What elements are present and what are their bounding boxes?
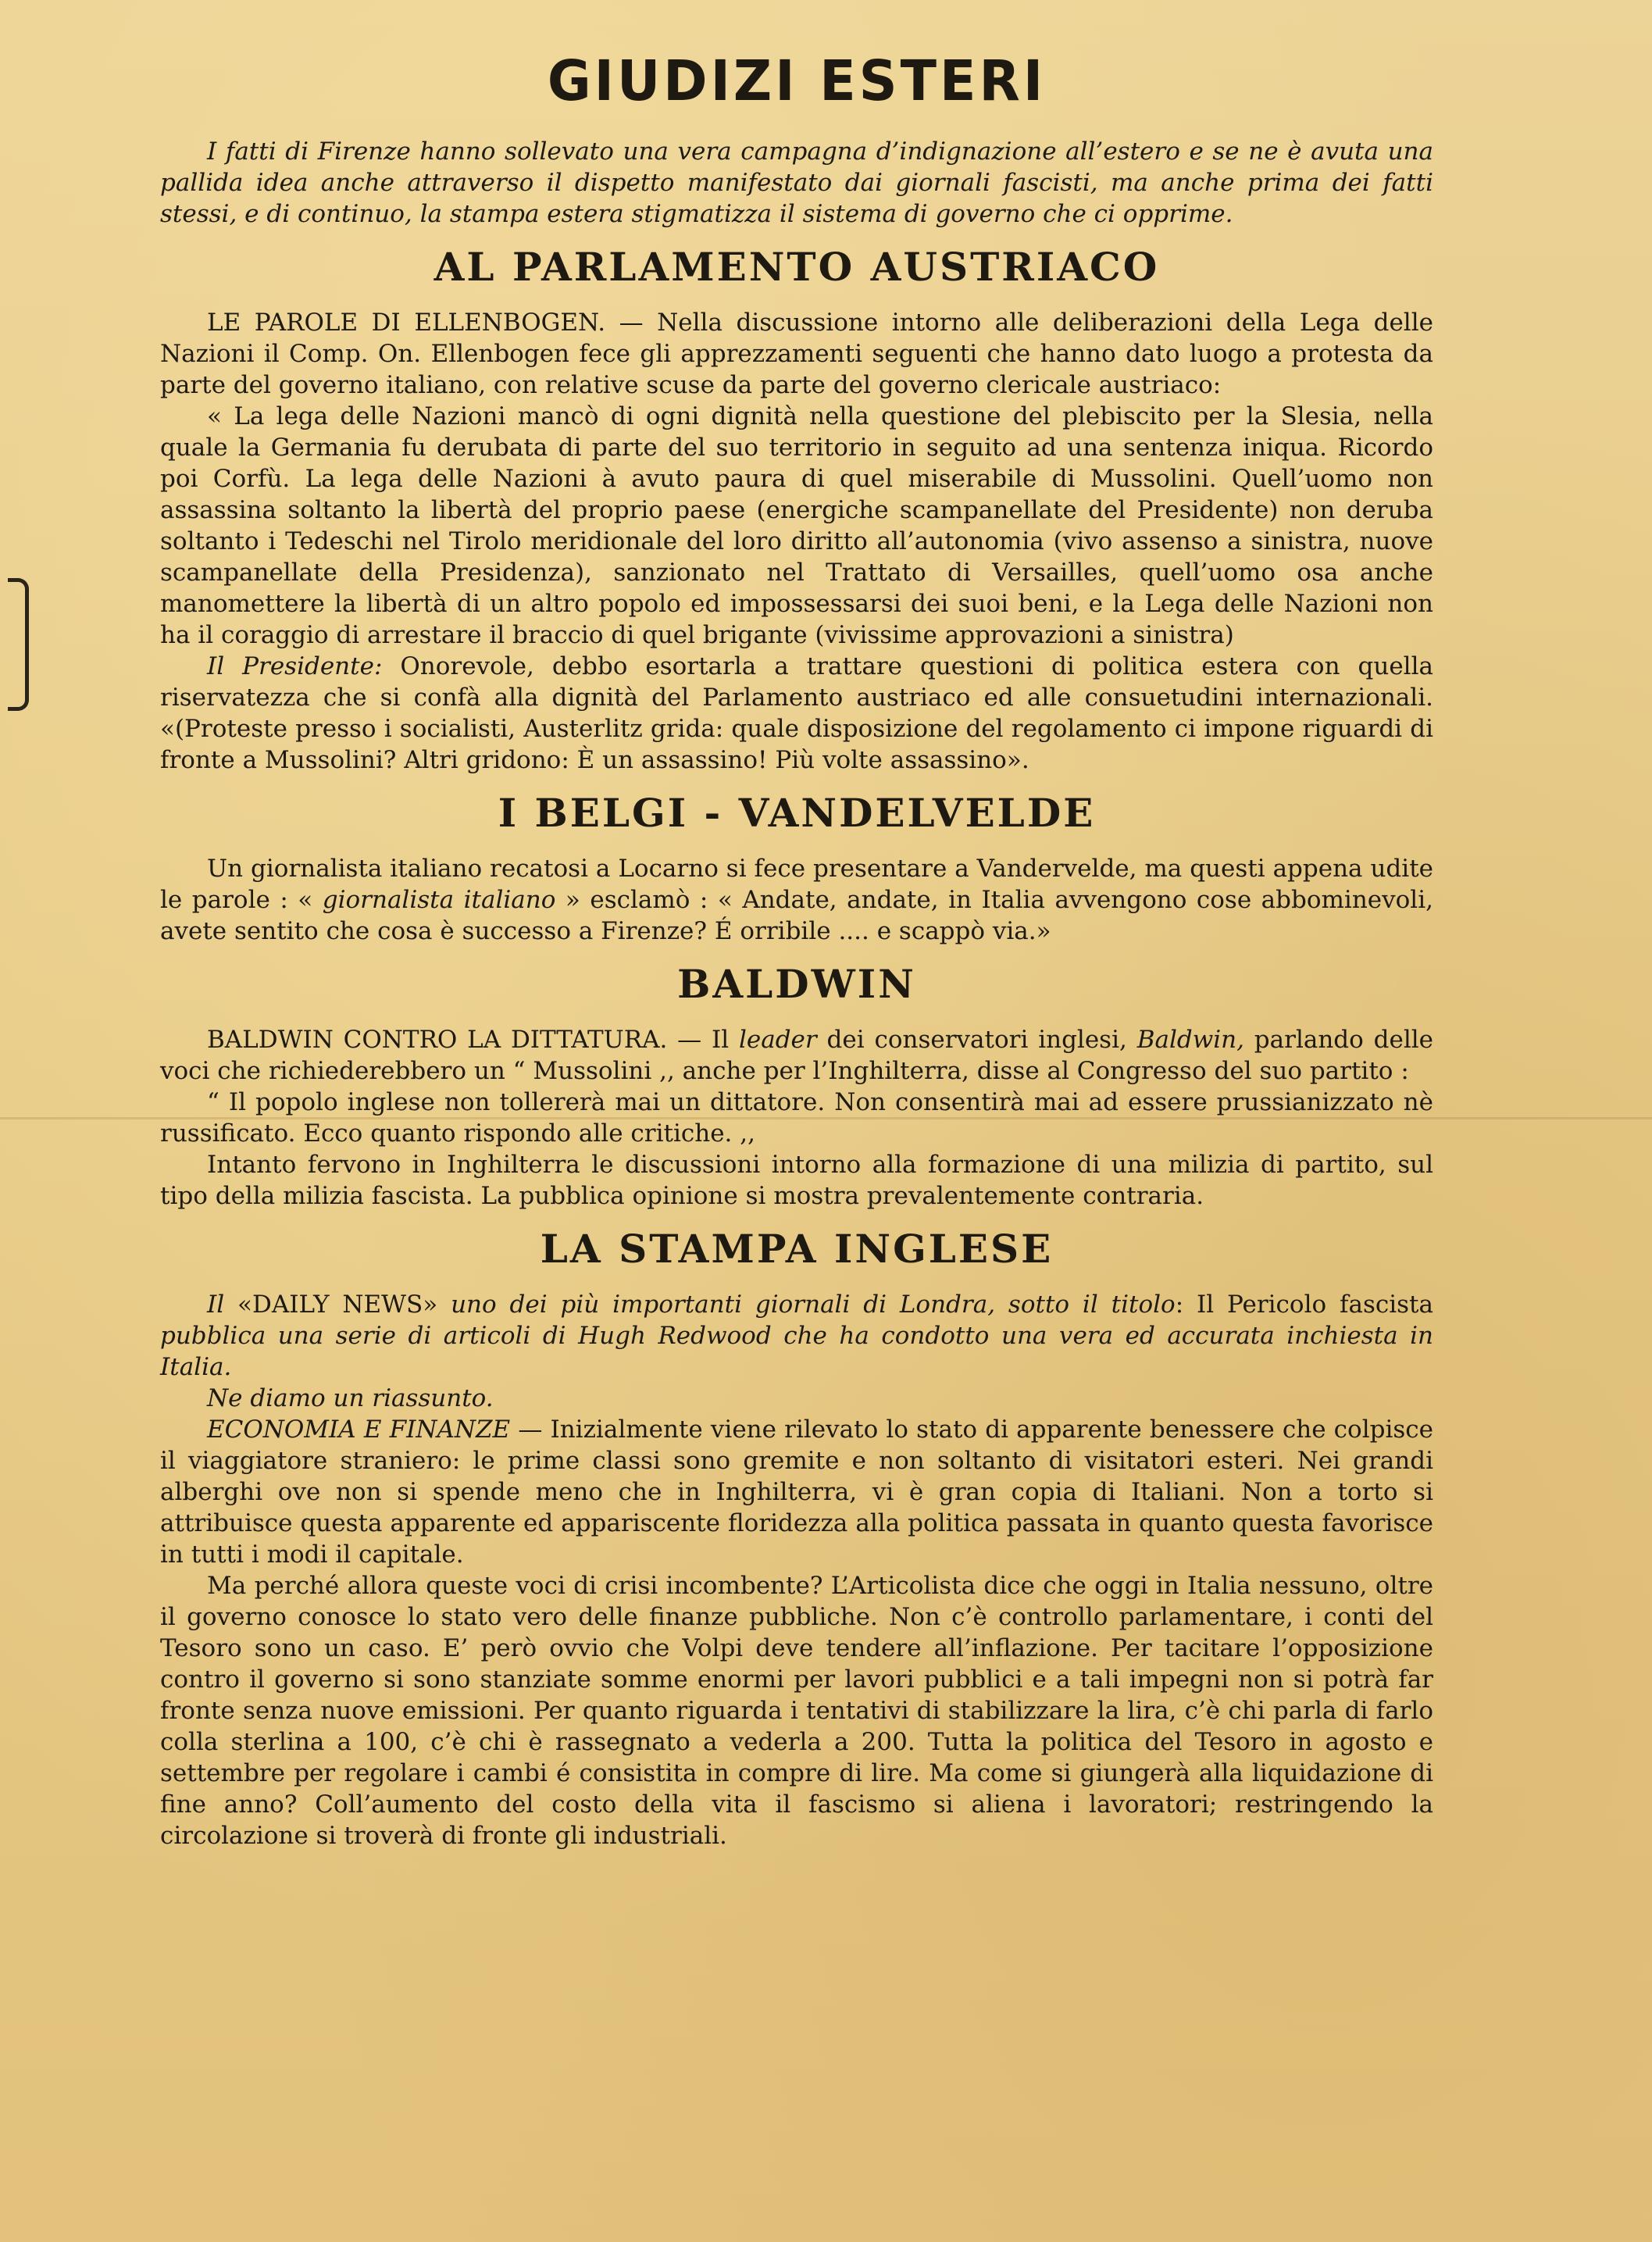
quote-paragraph: « La lega delle Nazioni mancò di ogni dignità nella questione del plebiscito per la Slesia, nella quale la Germania fu derubata di parte del suo territorio in seguito ad una sentenza iniqua. Ricordo poi Corfù. La lega delle Nazioni à avuto paura di quel miserabile di Mussolini. Quell’uomo non assassina soltanto la libertà del proprio paese (energiche scampanellate del Presidente) non deruba soltanto i Tedeschi nel Tirolo meridionale del loro diritto all’autonomia (vivo assenso a sinistra, nuove scampanellate della Presidenza), sanzionato nel Trattato di Versailles, quell’uomo osa anche manomettere la libertà di un altro popolo ed impossessarsi dei suoi beni, e la Lega delle Nazioni non ha il coraggio di arrestare il braccio di quel brigante (vivissime approvazioni a sinistra) xyxy=(160,402,1433,649)
document-body xyxy=(160,43,1433,1856)
paragraph xyxy=(160,1289,1433,1383)
newspaper-name: «DAILY NEWS» xyxy=(237,1291,438,1319)
italic-phrase: Baldwin, xyxy=(1136,1026,1244,1054)
section-belgi xyxy=(160,790,1433,947)
speaker-label: Il Presidente: xyxy=(207,652,383,680)
italic-phrase: Il xyxy=(207,1291,238,1319)
paragraph xyxy=(160,1024,1433,1087)
subsection-label: ECONOMIA E FINANZE xyxy=(207,1416,511,1444)
section-stampa-inglese xyxy=(160,1226,1433,1851)
paragraph-lead: LE PAROLE DI ELLENBOGEN. — xyxy=(207,309,644,337)
paragraph-text: Onorevole, debbo esortarla a trattare questioni di politica estera con quella riservatezza che si confà alla dignità del Parlamento austriaco ed alle consuetudini internazionali. «(Proteste presso i socialisti, Austerlitz grida: quale disposizione del regolamento ci impone riguardi di fronte a Mussolini? Altri gridono: È un assassino! Più volte assassino». xyxy=(160,652,1433,774)
section-baldwin xyxy=(160,961,1433,1212)
paragraph-text: Un giornalista italiano recatosi a Locarno si fece presentare a Vandervelde, ma questi appena udite le parole : « xyxy=(160,855,1433,914)
section-parlamento-austriaco xyxy=(160,244,1433,776)
paragraph xyxy=(160,853,1433,947)
paragraph-text: parlando delle voci che richiederebbero un “ Mussolini ,, anche per l’Inghilterra, disse al Congresso del suo partito : xyxy=(160,1026,1433,1085)
paragraph-text: : Il Pericolo fascista xyxy=(1175,1291,1434,1319)
paragraph-text: » esclamò : « Andate, andate, in Italia avvengono cose abbominevoli, avete sentito che cosa è successo a Firenze? É orribile .... e scappò via.» xyxy=(160,886,1433,945)
section-heading: BALDWIN xyxy=(677,961,916,1007)
paragraph xyxy=(160,307,1433,401)
paragraph xyxy=(160,651,1433,776)
section-heading: AL PARLAMENTO AUSTRIACO xyxy=(434,244,1160,290)
binding-mark xyxy=(8,578,29,711)
paragraph: Ma perché allora queste voci di crisi incombente? L’Articolista dice che oggi in Italia nessuno, oltre il governo conosce lo stato vero delle finanze pubbliche. Non c’è controllo parlamentare, i conti del Tesoro sono un caso. E’ però ovvio che Volpi deve tendere all’inflazione. Per tacitare l’opposizione contro il governo si sono stanziate somme enormi per lavori pubblici e a tali impegni non si potrà far fronte senza nuove emissioni. Per quanto riguarda i tentativi di stabilizzare la lira, c’è chi parla di farlo colla sterlina a 100, c’è chi è rassegnato a vederla a 200. Tutta la politica del Tesoro in agosto e settembre per regolare i cambi é consistita in compre di lire. Ma come si giungerà alla liquidazione di fine anno? Coll’aumento del costo della vita il fascismo si aliena i lavoratori; restringendo la circolazione si troverà di fronte gli industriali. xyxy=(160,1572,1433,1850)
paragraph: Intanto fervono in Inghilterra le discussioni intorno alla formazione di una milizia di partito, sul tipo della milizia fascista. La pubblica opinione si mostra prevalentemente contraria. xyxy=(160,1151,1433,1210)
quote-paragraph: “ Il popolo inglese non tollererà mai un dittatore. Non consentirà mai ad essere prussianizzato nè russificato. Ecco quanto rispondo alle critiche. ,, xyxy=(160,1088,1433,1148)
section-heading: I BELGI - VANDELVELDE xyxy=(498,790,1096,836)
section-heading: LA STAMPA INGLESE xyxy=(540,1226,1054,1272)
paragraph: Ne diamo un riassunto. xyxy=(207,1384,494,1412)
paragraph-text: Nella discussione intorno alle deliberazioni della Lega delle Nazioni il Comp. On. Ellenbogen fece gli apprezzamenti seguenti che hanno dato luogo a protesta da parte del governo italiano, con relative scuse da parte del governo clericale austriaco: xyxy=(160,309,1433,399)
italic-phrase: leader xyxy=(738,1026,817,1054)
paragraph-text: dei conservatori inglesi, xyxy=(816,1026,1137,1054)
italic-phrase: pubblica una serie di articoli di Hugh Redwood che ha condotto una vera ed accurata inchiesta in Italia. xyxy=(160,1322,1433,1381)
page-title: GIUDIZI ESTERI xyxy=(547,49,1047,114)
paragraph-lead: BALDWIN CONTRO LA DITTATURA. — Il xyxy=(207,1026,739,1054)
paragraph xyxy=(160,1414,1433,1570)
paragraph-text: — Inizialmente viene rilevato lo stato di apparente benessere che colpisce il viaggiatore straniero: le prime classi sono gremite e non soltanto di visitatori esteri. Nei grandi alberghi ove non si spende meno che in Inghilterra, vi è gran copia di Italiani. Non a torto si attribuisce questa apparente ed appariscente floridezza alla politica passata in quanto questa favorisce in tutti i modi il capitale. xyxy=(160,1416,1433,1569)
intro-paragraph: I fatti di Firenze hanno sollevato una vera campagna d’indignazione all’estero e se ne è avuta una pallida idea anche attraverso il dispetto manifestato dai giornali fascisti, ma anche prima dei fatti stessi, e di continuo, la stampa estera stigmatizza il sistema di governo che ci opprime. xyxy=(160,137,1433,228)
italic-phrase: giornalista italiano xyxy=(322,886,556,914)
italic-phrase: uno dei più importanti giornali di Londra, sotto il titolo xyxy=(437,1291,1176,1319)
